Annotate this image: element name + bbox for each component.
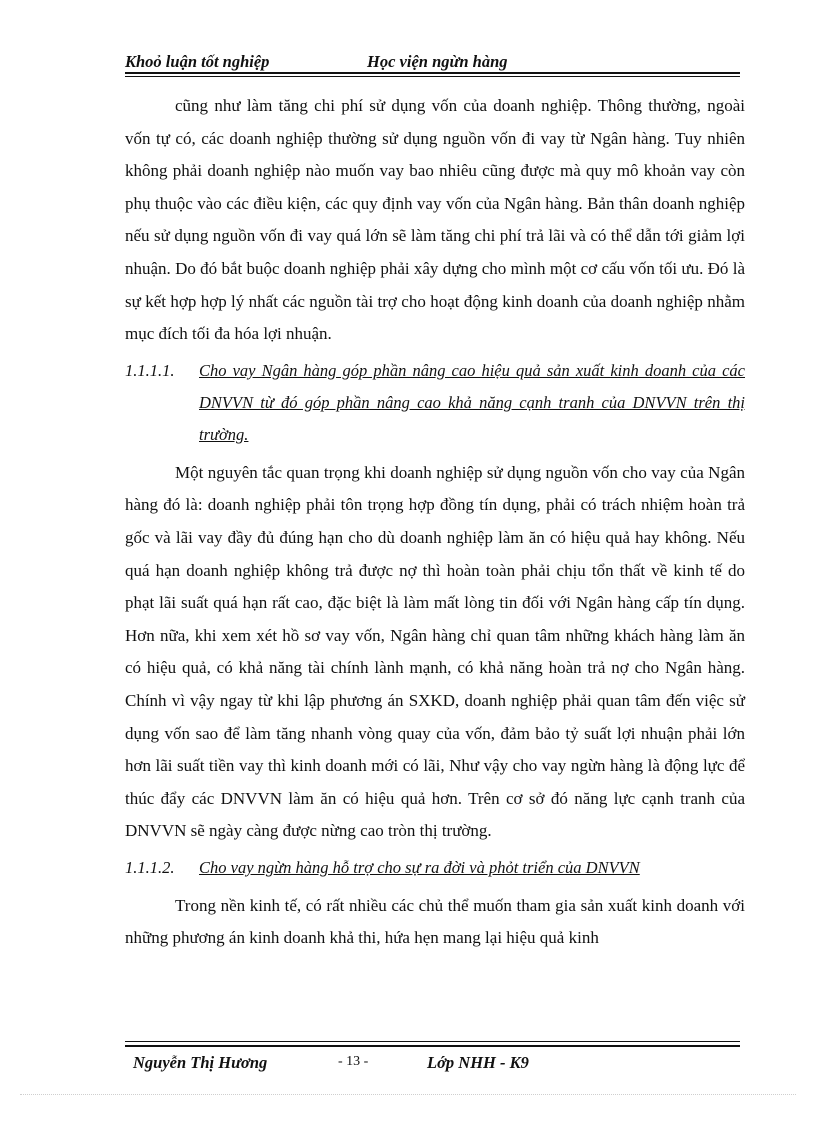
section-number: 1.1.1.2. [125,857,175,877]
footer-rule-thick [125,1045,740,1047]
section-number: 1.1.1.1. [125,360,175,380]
paragraph-2: Một nguyên tắc quan trọng khi doanh nghiệp sử dụng nguồn vốn cho vay của Ngân hàng đó là: doanh nghiệp phải tôn trọng hợp đồng tín dụng, phải có trách nhiệm hoàn trả gốc và lãi vay đầy đủ đúng hạn cho dù doanh nghiệp làm ăn có hiệu quả hay không. Nếu quá hạn doanh nghiệp không trả được nợ thì hoàn toàn phải chịu tổn thất về kinh tế do phạt lãi suất quá hạn rất cao, đặc biệt là làm mất lòng tin đối với Ngân hàng cấp tín dụng. Hơn nữa, khi xem xét hồ sơ vay vốn, Ngân hàng chỉ quan tâm những khách hàng làm ăn có hiệu quả, có khả năng tài chính lành mạnh, có khả năng hoàn trả nợ cho Ngân hàng. Chính vì vậy ngay từ khi lập phương án SXKD, doanh nghiệp phải quan tâm đến việc sử dụng vốn sao để làm tăng nhanh vòng quay của vốn, đảm bảo tỷ suất lợi nhuận phải lớn hơn lãi suất tiền vay thì kinh doanh mới có lãi, Như vậy cho vay ngừn hàng là động lực để thúc đẩy các DNVVN làm ăn có hiệu quả hơn. Trên cơ sở đó năng lực cạnh tranh của DNVVN sẽ ngày càng được nừng cao tròn thị trường. [125,462,745,841]
header-institution-label: Học viện ngừn hàng [367,52,508,71]
section-title: Cho vay ngừn hàng hỗ trợ cho sự ra đời và phỏt triển của DNVVN [199,857,640,877]
footer-class: Lớp NHH - K9 [427,1053,529,1072]
header-thesis-label: Khoỏ luận tốt nghiệp [125,52,270,71]
header-rule-thin [125,76,740,77]
section-title: Cho vay Ngân hàng góp phần nâng cao hiệu quả sản xuất kinh doanh của các DNVVN từ đó góp phần nâng cao khả năng cạnh tranh của DNVVN trên thị trường. [199,360,745,444]
page-number: - 13 - [338,1054,369,1069]
footer-rule-thin [125,1041,740,1042]
page-header [125,50,740,74]
section-heading-1-1-1-2 [125,852,745,884]
page-boundary-divider [20,1094,796,1095]
page-footer [125,1053,740,1077]
page-body [125,90,745,955]
section-heading-1-1-1-1 [125,355,745,451]
paragraph-3: Trong nền kinh tế, có rất nhiều các chủ thể muốn tham gia sản xuất kinh doanh với những phương án kinh doanh khả thi, hứa hẹn mang lại hiệu quả kinh [125,895,745,948]
footer-author: Nguyễn Thị Hương [133,1053,268,1072]
paragraph-1: cũng như làm tăng chi phí sử dụng vốn của doanh nghiệp. Thông thường, ngoài vốn tự có, các doanh nghiệp thường sử dụng nguồn vốn đi vay từ Ngân hàng. Tuy nhiên không phải doanh nghiệp nào muốn vay bao nhiêu cũng được mà quy mô khoản vay còn phụ thuộc vào các điều kiện, các quy định vay vốn của Ngân hàng. Bản thân doanh nghiệp nếu sử dụng nguồn vốn đi vay quá lớn sẽ làm tăng chi phí trả lãi và có thể dẫn tới giảm lợi nhuận. Do đó bắt buộc doanh nghiệp phải xây dựng cho mình một cơ cấu vốn tối ưu. Đó là sự kết hợp hợp lý nhất các nguồn tài trợ cho hoạt động kinh doanh của doanh nghiệp nhằm mục đích tối đa hóa lợi nhuận. [125,96,745,344]
header-rule-thick [125,72,740,74]
